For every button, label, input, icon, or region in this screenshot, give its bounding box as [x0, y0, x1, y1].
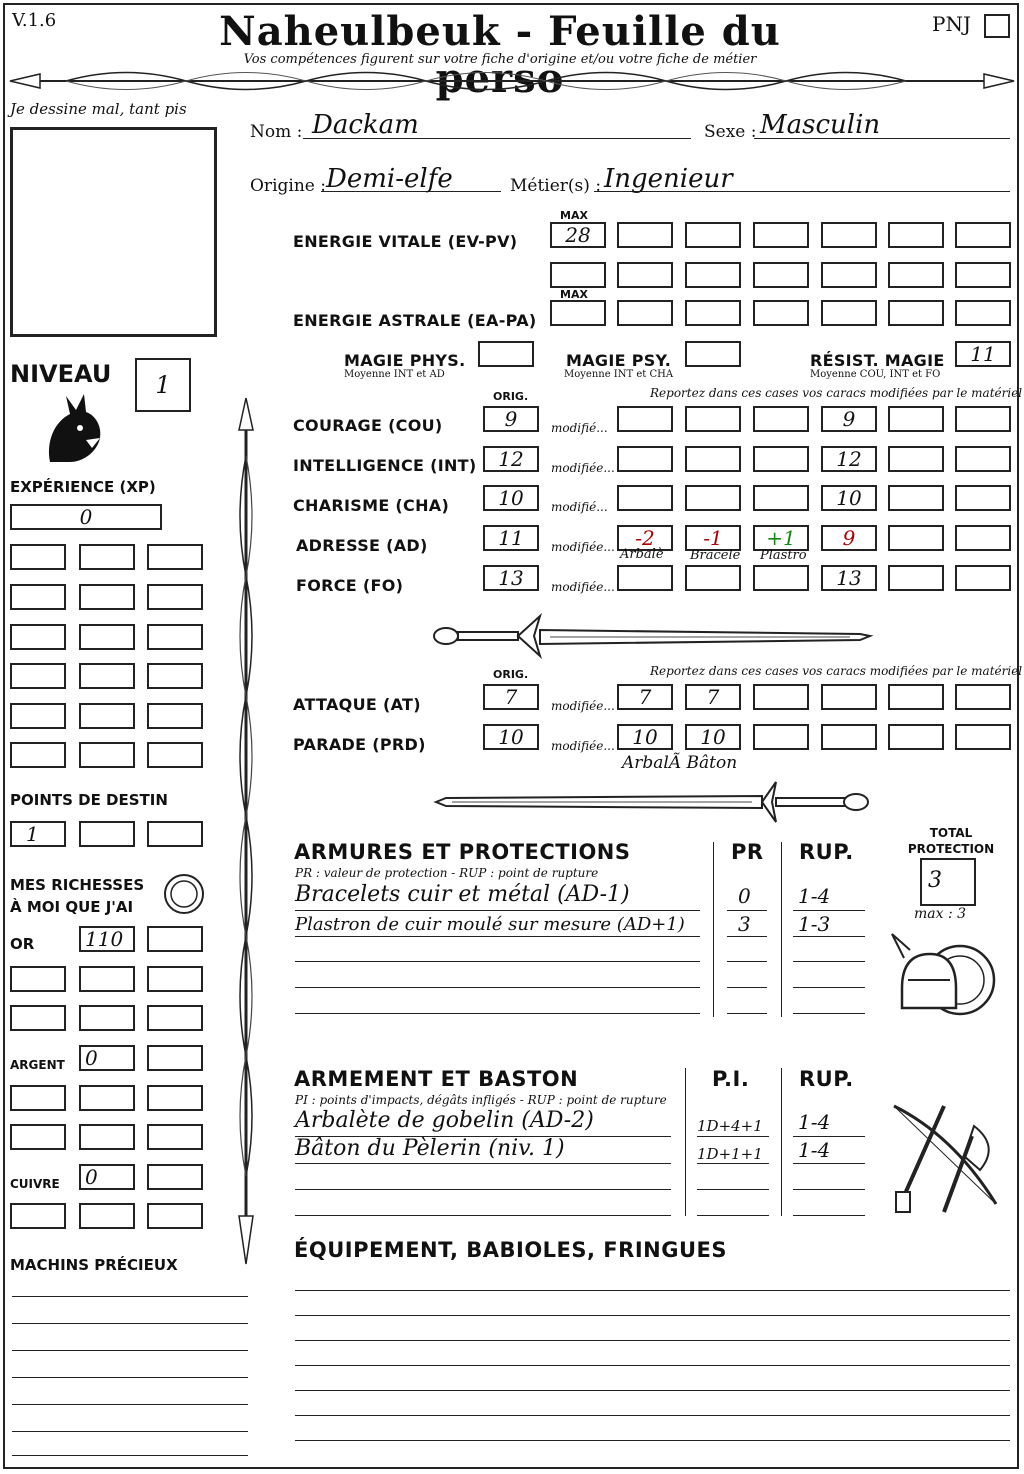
- machins-line[interactable]: [12, 1296, 248, 1297]
- arme-rup-line: [793, 1163, 865, 1164]
- arme-pi-line: [697, 1136, 769, 1137]
- origine-label: Origine :: [250, 176, 326, 196]
- ev-box[interactable]: [821, 222, 877, 248]
- armure-rup[interactable]: 1-3: [798, 912, 831, 936]
- combat-note: Reportez dans ces cases vos caracs modifiées par le matériel: [650, 664, 1023, 678]
- prd-mod-box[interactable]: [821, 724, 877, 750]
- or-box[interactable]: [10, 966, 66, 992]
- prd-mod-box[interactable]: [888, 724, 944, 750]
- arme-rup-line[interactable]: [793, 1215, 865, 1216]
- prd-mod-box[interactable]: [753, 724, 809, 750]
- armure-pr-line: [727, 936, 767, 937]
- xp-grid-box[interactable]: [147, 584, 203, 610]
- ev-box[interactable]: [685, 262, 741, 288]
- equipement-line[interactable]: [295, 1365, 1010, 1366]
- machins-line[interactable]: [12, 1377, 248, 1378]
- xp-box[interactable]: 0: [10, 504, 162, 530]
- combat-orig-label: ORIG.: [493, 668, 529, 681]
- xp-grid-box[interactable]: [79, 663, 135, 689]
- ea-max-box[interactable]: [550, 300, 606, 326]
- ad-final-box[interactable]: 9: [821, 525, 877, 551]
- or-box[interactable]: [147, 926, 203, 952]
- fo-mod-box[interactable]: [888, 565, 944, 591]
- fo-label: FORCE (FO): [296, 576, 404, 595]
- xp-grid-box[interactable]: [147, 742, 203, 768]
- ea-box[interactable]: [821, 300, 877, 326]
- xp-grid-box[interactable]: [10, 742, 66, 768]
- ea-label: ENERGIE ASTRALE (EA-PA): [293, 311, 537, 330]
- arme-pi[interactable]: 1D+1+1: [697, 1145, 763, 1163]
- sheet-subtitle: Vos compétences figurent sur votre fiche d'origine et/ou votre fiche de métier: [243, 52, 757, 67]
- or-box[interactable]: [79, 966, 135, 992]
- spear-divider-icon: [6, 64, 1018, 104]
- richesses-label: MES RICHESSES: [10, 876, 145, 894]
- at-mod-box[interactable]: [955, 684, 1011, 710]
- total-protection-box[interactable]: 3: [920, 858, 976, 906]
- ea-box[interactable]: [753, 300, 809, 326]
- cha-mod-box[interactable]: [955, 485, 1011, 511]
- at-modifie-label: modifiée...: [551, 699, 615, 713]
- cou-modifie-label: modifié...: [551, 421, 608, 435]
- or-label: OR: [10, 935, 35, 953]
- metier-value[interactable]: Ingenieur: [604, 164, 733, 194]
- destin-label: POINTS DE DESTIN: [10, 791, 168, 809]
- arme-rup-line[interactable]: [793, 1189, 865, 1190]
- cha-mod-box[interactable]: [685, 485, 741, 511]
- ev-max-box[interactable]: 28: [550, 222, 606, 248]
- coin-icon: [162, 872, 206, 916]
- ev-box[interactable]: [617, 222, 673, 248]
- armure-rup-line[interactable]: [793, 987, 865, 988]
- armement-divider: [685, 1068, 686, 1216]
- cuivre-box[interactable]: 0: [79, 1164, 135, 1190]
- argent-box[interactable]: [147, 1045, 203, 1071]
- ev-max-label: MAX: [560, 209, 588, 222]
- armure-rup-line: [793, 910, 865, 911]
- ea-max-label: MAX: [560, 288, 588, 301]
- arme-pi-line[interactable]: [697, 1215, 769, 1216]
- at-mod-box[interactable]: 7: [617, 684, 673, 710]
- cou-orig-box[interactable]: 9: [483, 406, 539, 432]
- combat-caption: ArbalÃ Bâton: [622, 753, 738, 773]
- magie-phys-sub: Moyenne INT et AD: [344, 369, 445, 380]
- resist-magie-sub: Moyenne COU, INT et FO: [810, 369, 941, 380]
- armure-line: [295, 910, 700, 911]
- ev-box[interactable]: [955, 262, 1011, 288]
- cou-mod-box[interactable]: [685, 406, 741, 432]
- or-box[interactable]: [147, 966, 203, 992]
- equipement-line[interactable]: [295, 1440, 1010, 1441]
- armures-rup-header: RUP.: [799, 840, 854, 864]
- spear-icon: [228, 396, 264, 1266]
- at-orig-box[interactable]: 7: [483, 684, 539, 710]
- destin-box[interactable]: [147, 821, 203, 847]
- cou-mod-box[interactable]: [955, 406, 1011, 432]
- xp-grid-box[interactable]: [147, 663, 203, 689]
- prd-orig-box[interactable]: 10: [483, 724, 539, 750]
- total-protection-label-2: PROTECTION: [907, 842, 995, 856]
- ad-modifie-label: modifiée...: [551, 540, 615, 554]
- ad-mod-box-plastron[interactable]: +1: [753, 525, 809, 551]
- argent-box[interactable]: [79, 1124, 135, 1150]
- xp-label: EXPÉRIENCE (XP): [10, 478, 156, 496]
- xp-grid-box[interactable]: [147, 544, 203, 570]
- cou-mod-box[interactable]: [617, 406, 673, 432]
- arme-line[interactable]: [295, 1215, 671, 1216]
- magie-psy-box[interactable]: [685, 341, 741, 367]
- ad-caption-plastron: Plastro: [760, 548, 807, 563]
- at-mod-box[interactable]: [821, 684, 877, 710]
- ad-caption-bracelets: Bracele: [690, 548, 741, 563]
- equipement-line[interactable]: [295, 1390, 1010, 1391]
- sword-icon: [432, 778, 876, 826]
- arme-rup[interactable]: 1-4: [798, 1110, 831, 1134]
- portrait-box[interactable]: [10, 127, 217, 337]
- magie-psy-label: MAGIE PSY.: [566, 351, 672, 370]
- ev-box[interactable]: [888, 222, 944, 248]
- niveau-label: NIVEAU: [10, 360, 112, 388]
- sexe-label: Sexe :: [704, 122, 757, 142]
- fo-modifie-label: modifiée...: [551, 580, 615, 594]
- cou-mod-box[interactable]: [888, 406, 944, 432]
- xp-grid-box[interactable]: [10, 544, 66, 570]
- machins-label: MACHINS PRÉCIEUX: [10, 1256, 178, 1274]
- portrait-caption: Je dessine mal, tant pis: [10, 100, 187, 118]
- orig-label: ORIG.: [493, 390, 529, 403]
- fo-mod-box[interactable]: [685, 565, 741, 591]
- fo-mod-box[interactable]: [753, 565, 809, 591]
- magie-phys-box[interactable]: [478, 341, 534, 367]
- xp-grid-box[interactable]: [10, 663, 66, 689]
- ad-mod-box-arbalete[interactable]: -2: [617, 525, 673, 551]
- prd-modifie-label: modifiée...: [551, 739, 615, 753]
- resist-magie-box[interactable]: 11: [955, 341, 1011, 367]
- ad-orig-box[interactable]: 11: [483, 525, 539, 551]
- armure-rup[interactable]: 1-4: [798, 884, 831, 908]
- crossed-weapons-icon: [884, 1096, 1006, 1218]
- armure-line[interactable]: [295, 1013, 700, 1014]
- equipement-line[interactable]: [295, 1415, 1010, 1416]
- equipement-line[interactable]: [295, 1340, 1010, 1341]
- ea-box[interactable]: [888, 300, 944, 326]
- equipement-title: ÉQUIPEMENT, BABIOLES, FRINGUES: [294, 1238, 727, 1262]
- ev-box[interactable]: [821, 262, 877, 288]
- machins-line[interactable]: [12, 1323, 248, 1324]
- ad-mod-box[interactable]: [955, 525, 1011, 551]
- equipement-line[interactable]: [295, 1315, 1010, 1316]
- int-mod-box[interactable]: [888, 446, 944, 472]
- int-modifie-label: modifiée...: [551, 461, 615, 475]
- int-label: INTELLIGENCE (INT): [293, 456, 477, 475]
- machins-line[interactable]: [12, 1431, 248, 1432]
- total-protection-max: max : 3: [914, 906, 967, 922]
- origine-value[interactable]: Demi-elfe: [326, 164, 453, 194]
- richesses-label-2: À MOI QUE J'AI: [10, 898, 134, 916]
- sheet-title: Naheulbeuk - Feuille du perso: [219, 8, 781, 102]
- fo-orig-box[interactable]: 13: [483, 565, 539, 591]
- total-protection-label: TOTAL: [929, 826, 973, 840]
- xp-grid-box[interactable]: [79, 742, 135, 768]
- ad-mod-box-bracelets[interactable]: -1: [685, 525, 741, 551]
- xp-grid-box[interactable]: [79, 584, 135, 610]
- at-label: ATTAQUE (AT): [293, 695, 421, 714]
- fo-mod-box[interactable]: [955, 565, 1011, 591]
- ea-box[interactable]: [617, 300, 673, 326]
- at-mod-box[interactable]: [888, 684, 944, 710]
- cha-mod-box[interactable]: [753, 485, 809, 511]
- magie-psy-sub: Moyenne INT et CHA: [564, 369, 674, 380]
- armures-divider: [781, 842, 782, 1017]
- armure-name[interactable]: Plastron de cuir moulé sur mesure (AD+1): [295, 914, 685, 935]
- cha-modifie-label: modifié...: [551, 500, 608, 514]
- armure-rup-line: [793, 936, 865, 937]
- ev-box[interactable]: [753, 222, 809, 248]
- armement-divider: [781, 1068, 782, 1216]
- ea-box[interactable]: [955, 300, 1011, 326]
- argent-label: ARGENT: [10, 1058, 65, 1072]
- armure-line[interactable]: [295, 987, 700, 988]
- machins-line[interactable]: [12, 1404, 248, 1405]
- carac-note: Reportez dans ces cases vos caracs modifiées par le matériel: [650, 386, 1023, 400]
- int-mod-box[interactable]: [955, 446, 1011, 472]
- cuivre-label: CUIVRE: [10, 1177, 60, 1191]
- prd-mod-box[interactable]: [955, 724, 1011, 750]
- ev-box[interactable]: [753, 262, 809, 288]
- ev-box[interactable]: [617, 262, 673, 288]
- armement-sub: PI : points d'impacts, dégâts infligés - RUP : point de rupture: [295, 1093, 667, 1107]
- cou-label: COURAGE (COU): [293, 416, 443, 435]
- armure-pr-line: [727, 910, 767, 911]
- resist-magie-label: RÉSIST. MAGIE: [810, 351, 945, 370]
- nom-label: Nom :: [250, 122, 303, 142]
- destin-box[interactable]: [79, 821, 135, 847]
- armures-title: ARMURES ET PROTECTIONS: [294, 840, 631, 864]
- fo-final-box[interactable]: 13: [821, 565, 877, 591]
- cha-label: CHARISME (CHA): [293, 496, 450, 515]
- metier-label: Métier(s) :: [510, 176, 602, 196]
- armement-title: ARMEMENT ET BASTON: [294, 1067, 579, 1091]
- int-mod-box[interactable]: [753, 446, 809, 472]
- armement-pi-header: P.I.: [712, 1067, 750, 1091]
- pnj-checkbox[interactable]: [984, 14, 1010, 38]
- xp-grid-box[interactable]: [10, 584, 66, 610]
- armure-name[interactable]: Bracelets cuir et métal (AD-1): [295, 882, 630, 907]
- magie-phys-label: MAGIE PHYS.: [344, 351, 466, 370]
- cha-orig-box[interactable]: 10: [483, 485, 539, 511]
- arme-pi[interactable]: 1D+4+1: [697, 1117, 763, 1135]
- ea-box[interactable]: [685, 300, 741, 326]
- prd-mod-box[interactable]: 10: [685, 724, 741, 750]
- arme-line: [295, 1163, 671, 1164]
- pnj-label: PNJ: [932, 12, 971, 36]
- arme-rup[interactable]: 1-4: [798, 1138, 831, 1162]
- xp-grid-box[interactable]: [147, 624, 203, 650]
- or-box[interactable]: [10, 1005, 66, 1031]
- armure-pr-line[interactable]: [727, 961, 767, 962]
- sword-icon: [430, 612, 874, 660]
- ev-label: ENERGIE VITALE (EV-PV): [293, 232, 518, 251]
- armure-rup-line[interactable]: [793, 961, 865, 962]
- cuivre-box[interactable]: [79, 1203, 135, 1229]
- xp-grid-box[interactable]: [147, 703, 203, 729]
- cou-mod-box[interactable]: [753, 406, 809, 432]
- machins-line[interactable]: [12, 1455, 248, 1456]
- armure-line[interactable]: [295, 961, 700, 962]
- armement-rup-header: RUP.: [799, 1067, 854, 1091]
- int-mod-box[interactable]: [685, 446, 741, 472]
- cuivre-box[interactable]: [10, 1203, 66, 1229]
- version-label: V.1.6: [12, 10, 57, 31]
- argent-box[interactable]: 0: [79, 1045, 135, 1071]
- armure-pr[interactable]: 0: [738, 884, 751, 908]
- prd-label: PARADE (PRD): [293, 735, 426, 754]
- cha-mod-box[interactable]: [888, 485, 944, 511]
- armure-pr-line[interactable]: [727, 987, 767, 988]
- argent-box[interactable]: [10, 1085, 66, 1111]
- cou-final-box[interactable]: 9: [821, 406, 877, 432]
- ev-box[interactable]: [955, 222, 1011, 248]
- or-box[interactable]: [79, 1005, 135, 1031]
- niveau-box[interactable]: 1: [135, 358, 191, 412]
- arme-pi-line: [697, 1163, 769, 1164]
- armure-pr[interactable]: 3: [738, 912, 751, 936]
- prd-mod-box[interactable]: 10: [617, 724, 673, 750]
- cha-final-box[interactable]: 10: [821, 485, 877, 511]
- arme-rup-line: [793, 1136, 865, 1137]
- cha-mod-box[interactable]: [617, 485, 673, 511]
- cuivre-box[interactable]: [147, 1164, 203, 1190]
- destin-box[interactable]: 1: [10, 821, 66, 847]
- argent-box[interactable]: [147, 1085, 203, 1111]
- ad-mod-box[interactable]: [888, 525, 944, 551]
- int-orig-box[interactable]: 12: [483, 446, 539, 472]
- int-final-box[interactable]: 12: [821, 446, 877, 472]
- ad-caption-arbalete: Arbalè: [620, 547, 664, 562]
- xp-grid-box[interactable]: [79, 544, 135, 570]
- argent-box[interactable]: [79, 1085, 135, 1111]
- machins-line[interactable]: [12, 1350, 248, 1351]
- xp-grid-box[interactable]: [79, 624, 135, 650]
- armure-line: [295, 936, 700, 937]
- fo-mod-box[interactable]: [617, 565, 673, 591]
- ad-label: ADRESSE (AD): [296, 536, 428, 555]
- ev-box[interactable]: [550, 262, 606, 288]
- int-mod-box[interactable]: [617, 446, 673, 472]
- arme-line[interactable]: [295, 1189, 671, 1190]
- equipement-line[interactable]: [295, 1290, 1010, 1291]
- cuivre-box[interactable]: [147, 1203, 203, 1229]
- at-mod-box[interactable]: [753, 684, 809, 710]
- dragon-icon: [40, 392, 106, 464]
- armure-pr-line[interactable]: [727, 1013, 767, 1014]
- xp-grid-box[interactable]: [10, 624, 66, 650]
- helmet-shield-icon: [888, 928, 1000, 1026]
- ev-box[interactable]: [888, 262, 944, 288]
- or-box[interactable]: 110: [79, 926, 135, 952]
- argent-box[interactable]: [10, 1124, 66, 1150]
- arme-name[interactable]: Bâton du Pèlerin (niv. 1): [295, 1136, 565, 1161]
- arme-name[interactable]: Arbalète de gobelin (AD-2): [295, 1108, 594, 1133]
- argent-box[interactable]: [147, 1124, 203, 1150]
- xp-grid-box[interactable]: [10, 703, 66, 729]
- ev-box[interactable]: [685, 222, 741, 248]
- sexe-value[interactable]: Masculin: [760, 110, 881, 140]
- arme-pi-line[interactable]: [697, 1189, 769, 1190]
- at-mod-box[interactable]: 7: [685, 684, 741, 710]
- armures-pr-header: PR: [731, 840, 764, 864]
- nom-value[interactable]: Dackam: [312, 110, 419, 140]
- armures-sub: PR : valeur de protection - RUP : point de rupture: [295, 866, 599, 880]
- armures-divider: [713, 842, 714, 1017]
- armure-rup-line[interactable]: [793, 1013, 865, 1014]
- or-box[interactable]: [147, 1005, 203, 1031]
- xp-grid-box[interactable]: [79, 703, 135, 729]
